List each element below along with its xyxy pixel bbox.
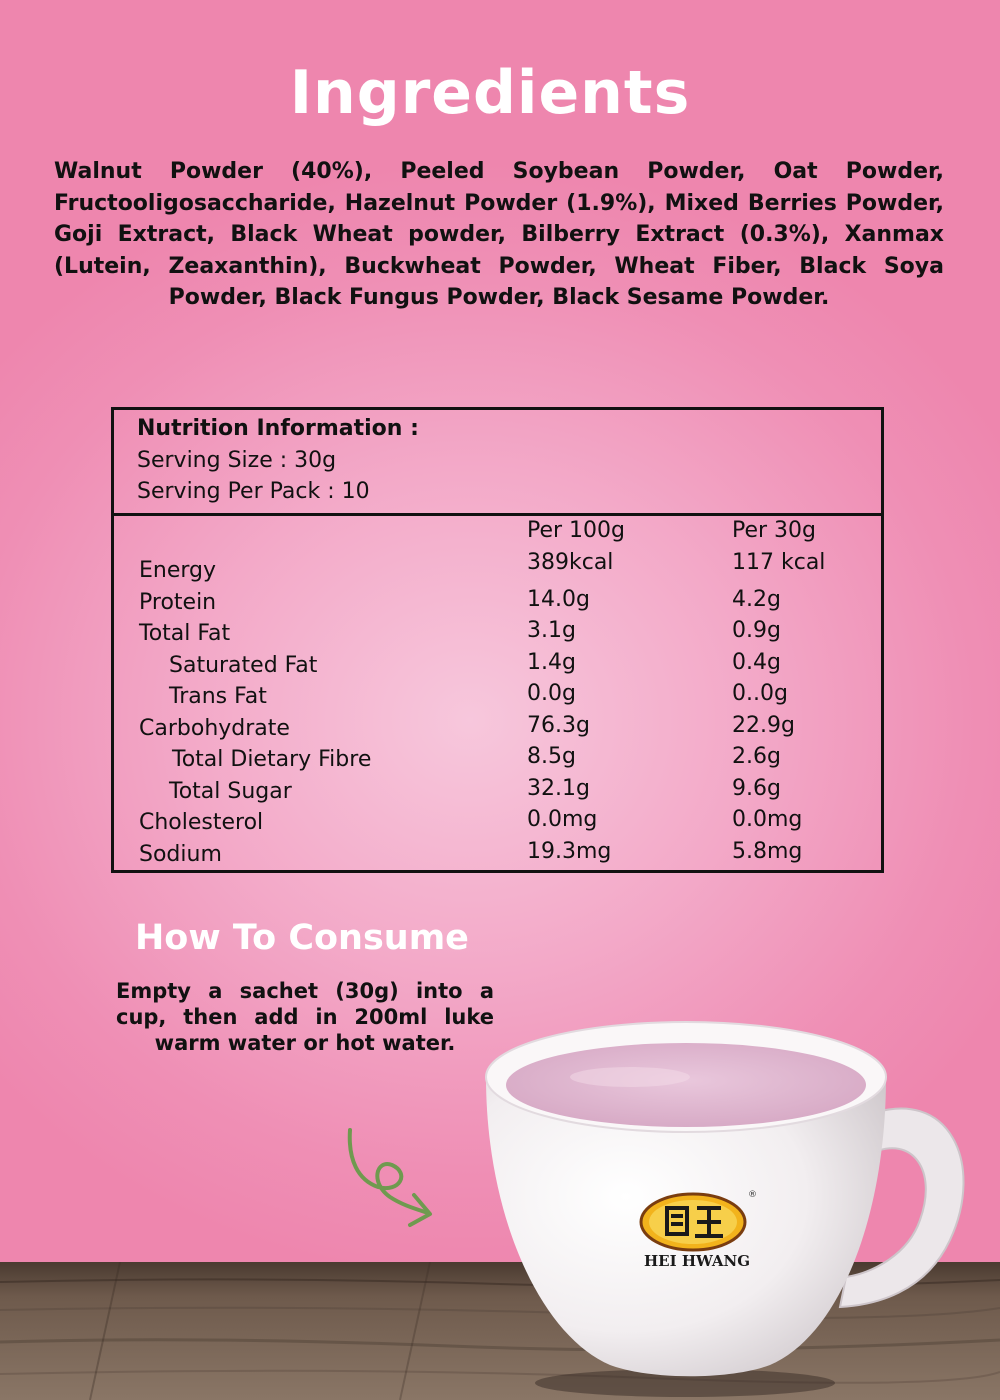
nutrition-row-cholesterol [114,807,881,838]
nutrition-row-total-fat [114,618,881,649]
value-per-30g: 5.8mg [732,839,803,864]
nutrition-title: Nutrition Information : [137,416,419,441]
value-per-30g: 0..0g [732,681,788,706]
nutrition-table [111,407,884,873]
ingredients-text: Walnut Powder (40%), Peeled Soybean Powder, Oat Powder, Fructooligosaccharide, Hazelnut Powder (1.9%), Mixed Berries Powder, Goji Extract, Black Wheat powder, Bilberry Extract (0.3%), Xanmax (Lutein, Zeaxanthin), Buckwheat Powder, Wheat Fiber, Black Soya Powder, Black Fungus Powder, Black Sesame Powder. [54,159,944,310]
value-per-100g: 19.3mg [527,839,612,864]
how-to-consume-title: How To Consume [135,918,469,958]
curly-arrow-icon [340,1125,440,1235]
nutrient-name: Saturated Fat [169,653,318,678]
value-per-30g: 0.9g [732,618,781,643]
value-per-100g: 8.5g [527,744,576,769]
nutrition-row-sodium [114,839,881,870]
nutrition-row-total-sugar [114,776,881,807]
nutrition-row-carbohydrate [114,713,881,744]
registered-mark: ® [748,1190,757,1200]
value-per-100g: 14.0g [527,587,590,612]
nutrition-row-total-dietary-fibre [114,744,881,775]
nutrient-name: Total Fat [139,621,231,646]
value-per-30g: 4.2g [732,587,781,612]
value-per-100g: 0.0g [527,681,576,706]
nutrient-name: Cholesterol [139,810,264,835]
value-per-30g: 2.6g [732,744,781,769]
how-to-consume-text: Empty a sachet (30g) into a cup, then add in 200ml luke warm water or hot water. [116,979,494,1055]
nutrition-row-trans-fat [114,681,881,712]
nutrient-name: Carbohydrate [139,716,290,741]
nutrient-name: Protein [139,590,217,615]
value-per-30g: 0.4g [732,650,781,675]
logo-emblem-icon [637,1190,749,1254]
nutrient-name: Total Dietary Fibre [172,747,372,772]
serving-per-pack: Serving Per Pack : 10 [137,479,370,504]
value-per-30g: 9.6g [732,776,781,801]
nutrient-name: Energy [139,558,217,583]
value-per-100g: 0.0mg [527,807,598,832]
nutrient-name: Trans Fat [169,684,267,709]
value-per-100g: 3.1g [527,618,576,643]
serving-size: Serving Size : 30g [137,448,337,473]
nutrition-header [114,410,881,516]
value-per-100g: 389kcal [527,550,614,575]
value-per-100g: 76.3g [527,713,590,738]
nutrition-row-protein [114,587,881,618]
page-title: Ingredients [289,58,691,128]
column-header-per-100g: Per 100g [527,518,626,543]
nutrient-name: Sodium [139,842,222,867]
brand-logo [637,1190,757,1272]
nutrient-name: Total Sugar [169,779,292,804]
column-header-per-30g: Per 30g [732,518,817,543]
nutrition-row-saturated-fat [114,650,881,681]
value-per-100g: 1.4g [527,650,576,675]
value-per-30g: 0.0mg [732,807,803,832]
value-per-30g: 117 kcal [732,550,826,575]
value-per-30g: 22.9g [732,713,795,738]
nutrition-row-energy [114,550,881,586]
value-per-100g: 32.1g [527,776,590,801]
brand-name: HEI HWANG [643,1252,751,1270]
